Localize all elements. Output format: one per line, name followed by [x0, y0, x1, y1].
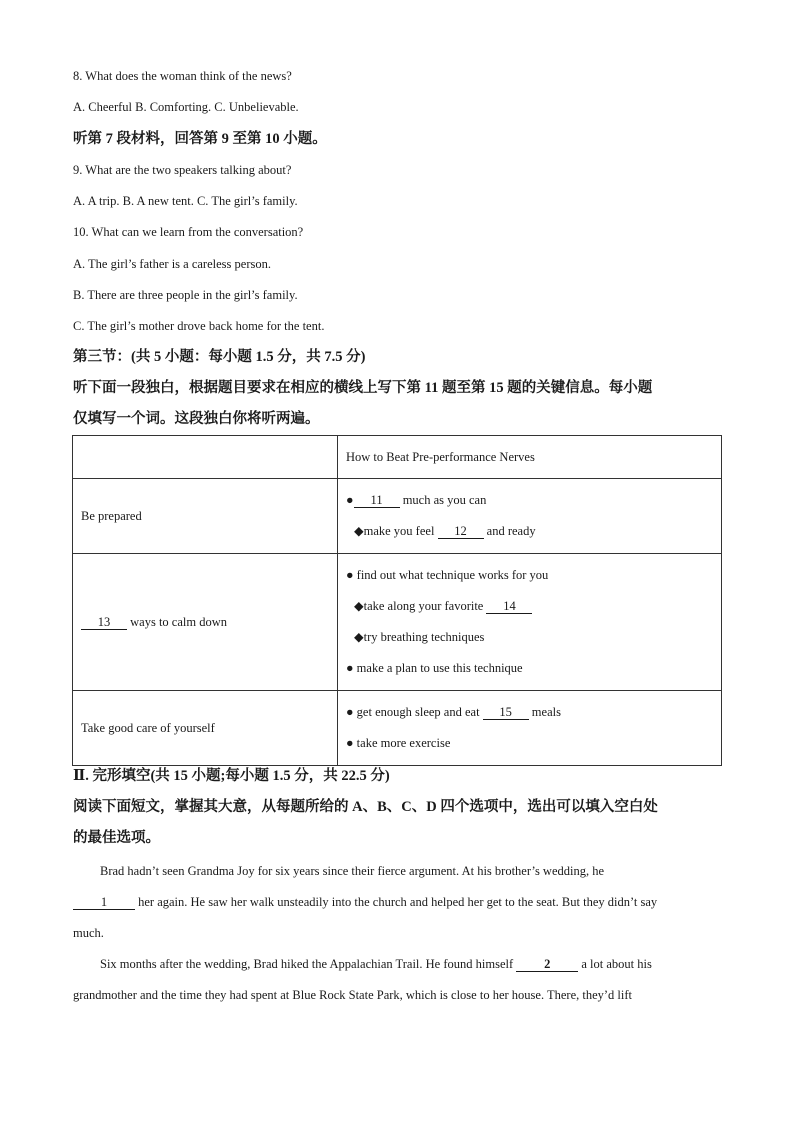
row-label-take-care: Take good care of yourself	[73, 691, 338, 766]
bullet-line: ● 11 much as you can	[346, 493, 487, 507]
question-9-options: A. A trip. B. A new tent. C. The girl’s family.	[73, 194, 298, 208]
passage-line: grandmother and the time they had spent at Blue Rock State Park, which is close to her house. There, they’d lift	[73, 988, 633, 1002]
answer-blank-11[interactable]: 11	[354, 494, 400, 508]
table-row	[73, 691, 722, 766]
passage-line: Six months after the wedding, Brad hiked the Appalachian Trail. He found himself 2 a lot about his	[100, 957, 652, 971]
row-content-calm-down	[338, 554, 722, 691]
table-row	[73, 479, 722, 554]
question-10: 10. What can we learn from the conversation?	[73, 225, 304, 239]
row-label-calm-down: 13 ways to calm down	[73, 554, 338, 691]
bullet-line: ● make a plan to use this technique	[346, 661, 523, 675]
section-7-heading: 听第 7 段材料，回答第 9 至第 10 小题。	[73, 131, 327, 147]
part-3-instruction-line-2: 仅填写一个词。这段独白你将听两遍。	[73, 411, 320, 427]
question-8-options: A. Cheerful B. Comforting. C. Unbelievable.	[73, 100, 299, 114]
part-3-heading: 第三节：(共 5 小题：每小题 1.5 分，共 7.5 分)	[73, 349, 366, 365]
answer-blank-14[interactable]: 14	[486, 600, 532, 614]
passage-line: much.	[73, 926, 104, 940]
table-title: How to Beat Pre-performance Nerves	[346, 449, 535, 464]
row-content-take-care	[338, 691, 722, 766]
listening-table	[72, 435, 722, 766]
table-header-cell	[338, 436, 722, 479]
answer-blank-12[interactable]: 12	[438, 525, 484, 539]
cloze-blank-2[interactable]: 2	[516, 958, 578, 972]
passage-line: Brad hadn’t seen Grandma Joy for six years since their fierce argument. At his brother’s wedding, he	[100, 864, 605, 878]
question-10-option-c: C. The girl’s mother drove back home for the tent.	[73, 319, 325, 333]
bullet-line: ● get enough sleep and eat 15 meals	[346, 705, 561, 719]
question-8: 8. What does the woman think of the news?	[73, 69, 292, 83]
question-10-option-b: B. There are three people in the girl’s family.	[73, 288, 298, 302]
part-2-instruction-line-2: 的最佳选项。	[73, 830, 160, 846]
bullet-line: ◆try breathing techniques	[354, 630, 485, 644]
row-content-be-prepared	[338, 479, 722, 554]
bullet-line: ◆make you feel 12 and ready	[354, 524, 536, 538]
answer-blank-15[interactable]: 15	[483, 706, 529, 720]
part-2-instruction-line-1: 阅读下面短文，掌握其大意，从每题所给的 A、B、C、D 四个选项中，选出可以填入空白处	[73, 799, 658, 815]
passage	[73, 856, 723, 1011]
part-2-heading: Ⅱ. 完形填空(共 15 小题;每小题 1.5 分，共 22.5 分)	[73, 768, 390, 784]
question-9: 9. What are the two speakers talking about?	[73, 163, 292, 177]
bullet-line: ● find out what technique works for you	[346, 568, 549, 582]
cloze-blank-1[interactable]: 1	[73, 896, 135, 910]
bullet-line: ● take more exercise	[346, 736, 451, 750]
table-row	[73, 554, 722, 691]
table-header-empty-cell	[73, 436, 338, 479]
row-label-be-prepared: Be prepared	[73, 479, 338, 554]
question-10-option-a: A. The girl’s father is a careless person.	[73, 257, 271, 271]
answer-blank-13[interactable]: 13	[81, 616, 127, 630]
bullet-line: ◆take along your favorite 14	[346, 591, 713, 622]
part-3-instruction-line-1: 听下面一段独白，根据题目要求在相应的横线上写下第 11 题至第 15 题的关键信息。每小题	[73, 380, 653, 396]
passage-line: 1 her again. He saw her walk unsteadily into the church and helped her get to the seat. But they didn’t say	[73, 887, 723, 918]
table-header-row	[73, 436, 722, 479]
